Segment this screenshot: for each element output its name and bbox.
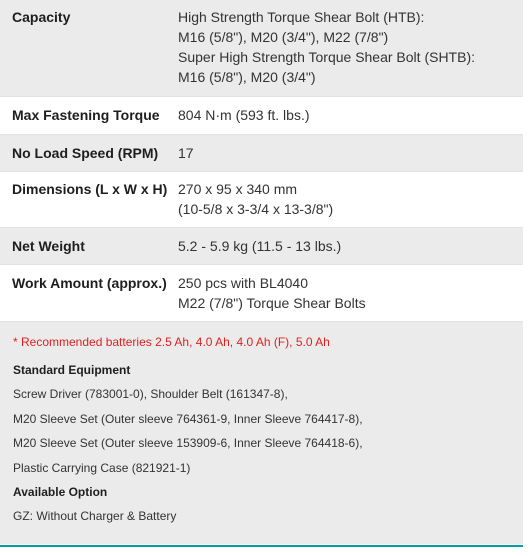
spec-value xyxy=(177,273,523,321)
spec-label: Capacity xyxy=(12,9,71,25)
spec-label: No Load Speed (RPM) xyxy=(12,145,159,161)
spec-value-line: Super High Strength Torque Shear Bolt (SHTB): xyxy=(178,49,476,65)
spec-label: Work Amount (approx.) xyxy=(12,275,167,291)
spec-value-line: High Strength Torque Shear Bolt (HTB): xyxy=(178,9,425,25)
spec-value-line: (10-5/8 x 3-3/4 x 13-3/8") xyxy=(178,201,334,217)
spec-row-net-weight xyxy=(0,228,523,265)
standard-equipment-item: Screw Driver (783001-0), Shoulder Belt (161347-8), xyxy=(13,387,288,401)
spec-value-line: M16 (5/8"), M20 (3/4") xyxy=(178,69,316,85)
standard-equipment-item: M20 Sleeve Set (Outer sleeve 764361-9, Inner Sleeve 764417-8), xyxy=(13,411,363,426)
spec-value xyxy=(177,7,523,96)
spec-value-line: M22 (7/8") Torque Shear Bolts xyxy=(178,295,366,311)
spec-row-no-load-speed xyxy=(0,135,523,172)
spec-value-line: M16 (5/8"), M20 (3/4"), M22 (7/8") xyxy=(178,29,389,45)
spec-row-max-fastening-torque xyxy=(0,97,523,135)
spec-value xyxy=(177,179,523,227)
battery-note: * Recommended batteries 2.5 Ah, 4.0 Ah, 4.0 Ah (F), 5.0 Ah xyxy=(13,335,330,349)
standard-equipment-item: Plastic Carrying Case (821921-1) xyxy=(13,460,191,475)
spec-value: 804 N·m (593 ft. lbs.) xyxy=(178,107,310,123)
spec-value-line: 250 pcs with BL4040 xyxy=(178,275,308,291)
spec-row-capacity xyxy=(0,0,523,97)
standard-equipment-heading: Standard Equipment xyxy=(13,363,131,377)
spec-label: Net Weight xyxy=(12,238,85,254)
notes-panel xyxy=(0,322,523,544)
spec-label: Max Fastening Torque xyxy=(12,107,160,123)
available-option-heading: Available Option xyxy=(13,485,108,499)
spec-label: Dimensions (L x W x H) xyxy=(12,181,168,197)
accent-divider xyxy=(0,545,523,547)
available-option-item: GZ: Without Charger & Battery xyxy=(13,509,177,523)
spec-value: 17 xyxy=(178,145,194,161)
spec-row-work-amount xyxy=(0,265,523,322)
standard-equipment-item: M20 Sleeve Set (Outer sleeve 153909-6, Inner Sleeve 764418-6), xyxy=(13,436,363,450)
spec-value: 5.2 - 5.9 kg (11.5 - 13 lbs.) xyxy=(178,238,342,254)
spec-value-line: 270 x 95 x 340 mm xyxy=(178,181,298,197)
spec-row-dimensions xyxy=(0,172,523,228)
